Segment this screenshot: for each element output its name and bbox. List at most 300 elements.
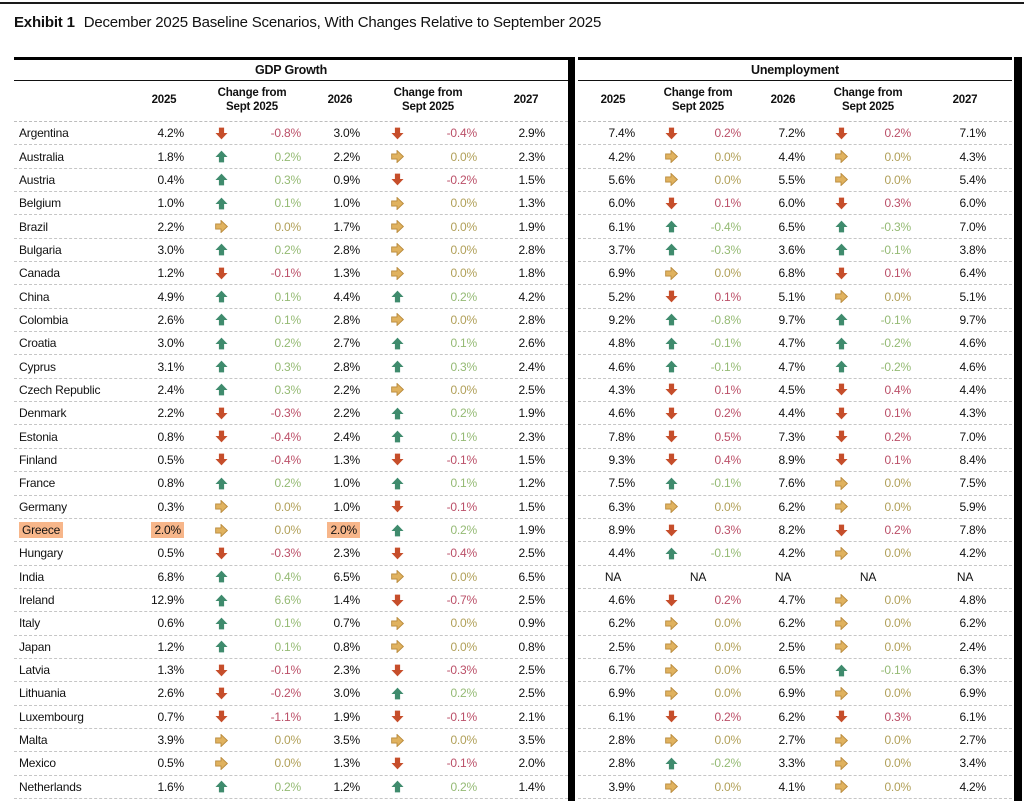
change-cell bbox=[372, 313, 484, 327]
change-cell bbox=[196, 453, 308, 467]
table-row bbox=[578, 472, 1012, 495]
change-value: 0.1% bbox=[274, 196, 301, 211]
down-arrow-icon bbox=[372, 664, 424, 677]
up-arrow-icon bbox=[818, 337, 864, 350]
country-label: Colombia bbox=[19, 312, 69, 327]
value-cell: 2.5% bbox=[518, 593, 545, 608]
change-value: -0.1% bbox=[710, 336, 741, 351]
value-cell: 2.8% bbox=[608, 756, 635, 771]
col-header-change: Change from Sept 2025 bbox=[833, 87, 903, 113]
value-cell: 4.5% bbox=[778, 382, 805, 397]
value-cell: 1.4% bbox=[333, 593, 360, 608]
col-header-2025: 2025 bbox=[151, 94, 177, 107]
change-cell bbox=[648, 383, 748, 397]
change-value: -0.1% bbox=[446, 709, 477, 724]
right-arrow-icon bbox=[372, 640, 424, 653]
right-arrow-icon bbox=[818, 500, 864, 513]
value-cell: 3.0% bbox=[157, 242, 184, 257]
value-cell: 2.4% bbox=[333, 429, 360, 444]
value-cell: 4.2% bbox=[778, 546, 805, 561]
table-row bbox=[578, 122, 1012, 145]
value-cell: 3.1% bbox=[157, 359, 184, 374]
value-cell: NA bbox=[774, 569, 792, 584]
page-title bbox=[14, 14, 601, 31]
country-label: Finland bbox=[19, 452, 57, 467]
change-cell bbox=[196, 733, 308, 747]
country-label: Austria bbox=[19, 172, 55, 187]
value-cell: 6.3% bbox=[608, 499, 635, 514]
value-cell: 1.5% bbox=[518, 452, 545, 467]
up-arrow-icon bbox=[372, 430, 424, 443]
value-cell: 0.3% bbox=[157, 499, 184, 514]
value-cell: 2.8% bbox=[333, 242, 360, 257]
table-row bbox=[14, 706, 568, 729]
value-cell: 5.9% bbox=[959, 499, 986, 514]
change-cell bbox=[372, 593, 484, 607]
right-arrow-icon bbox=[372, 734, 424, 747]
table-row bbox=[14, 589, 568, 612]
value-cell: 1.3% bbox=[518, 196, 545, 211]
change-value: -0.3% bbox=[270, 546, 301, 561]
change-value: 0.0% bbox=[884, 476, 911, 491]
change-value: 0.0% bbox=[884, 149, 911, 164]
country-label: Czech Republic bbox=[19, 382, 101, 397]
change-value: 0.0% bbox=[884, 172, 911, 187]
value-cell: 4.3% bbox=[959, 149, 986, 164]
change-value: -0.4% bbox=[270, 452, 301, 467]
change-cell bbox=[818, 453, 918, 467]
down-arrow-icon bbox=[372, 173, 424, 186]
down-arrow-icon bbox=[196, 710, 248, 723]
change-value: 0.2% bbox=[274, 336, 301, 351]
value-cell: 0.4% bbox=[157, 172, 184, 187]
col-header-change: Change from Sept 2025 bbox=[663, 87, 733, 113]
change-value: -0.4% bbox=[446, 546, 477, 561]
top-rule bbox=[0, 2, 1024, 4]
change-cell bbox=[196, 196, 308, 210]
change-value: 0.3% bbox=[274, 172, 301, 187]
right-arrow-icon bbox=[648, 687, 694, 700]
change-cell bbox=[818, 756, 918, 770]
up-arrow-icon bbox=[196, 337, 248, 350]
right-arrow-icon bbox=[196, 220, 248, 233]
change-cell bbox=[196, 220, 308, 234]
change-value: 0.3% bbox=[450, 359, 477, 374]
down-arrow-icon bbox=[372, 594, 424, 607]
change-cell bbox=[648, 546, 748, 560]
value-cell: 2.3% bbox=[333, 546, 360, 561]
col-header-2025: 2025 bbox=[600, 94, 626, 107]
change-value: 0.2% bbox=[274, 242, 301, 257]
value-cell: 2.5% bbox=[778, 639, 805, 654]
change-cell bbox=[372, 523, 484, 537]
right-arrow-icon bbox=[196, 524, 248, 537]
down-arrow-icon bbox=[372, 547, 424, 560]
change-cell bbox=[372, 686, 484, 700]
change-cell bbox=[648, 710, 748, 724]
change-cell bbox=[648, 266, 748, 280]
table-row bbox=[578, 332, 1012, 355]
change-cell bbox=[196, 686, 308, 700]
change-cell bbox=[818, 313, 918, 327]
change-cell bbox=[818, 360, 918, 374]
change-value: 0.0% bbox=[884, 593, 911, 608]
value-cell: 4.7% bbox=[778, 593, 805, 608]
down-arrow-icon bbox=[196, 664, 248, 677]
change-value: 0.0% bbox=[450, 312, 477, 327]
change-cell bbox=[818, 126, 918, 140]
change-cell bbox=[372, 663, 484, 677]
change-value: 0.0% bbox=[714, 733, 741, 748]
change-cell bbox=[648, 220, 748, 234]
value-cell: 6.7% bbox=[608, 663, 635, 678]
highlight-mark: 2.0% bbox=[151, 522, 184, 538]
value-cell: 2.4% bbox=[157, 382, 184, 397]
change-cell bbox=[648, 126, 748, 140]
table-row bbox=[578, 519, 1012, 542]
change-cell bbox=[818, 523, 918, 537]
change-value: 0.0% bbox=[714, 499, 741, 514]
change-cell bbox=[648, 686, 748, 700]
col-header-change: Change from Sept 2025 bbox=[217, 87, 287, 113]
value-cell: 2.5% bbox=[518, 663, 545, 678]
change-cell bbox=[372, 780, 484, 794]
change-value: 0.0% bbox=[714, 686, 741, 701]
down-arrow-icon bbox=[196, 453, 248, 466]
value-cell: 2.6% bbox=[518, 336, 545, 351]
value-cell: 2.8% bbox=[518, 312, 545, 327]
section-divider-bar bbox=[568, 57, 575, 801]
down-arrow-icon bbox=[648, 407, 694, 420]
change-cell: NA bbox=[859, 569, 877, 584]
change-value: -0.7% bbox=[446, 593, 477, 608]
up-arrow-icon bbox=[648, 547, 694, 560]
change-cell bbox=[196, 126, 308, 140]
right-arrow-icon bbox=[648, 150, 694, 163]
right-arrow-icon bbox=[372, 220, 424, 233]
value-cell: 4.9% bbox=[157, 289, 184, 304]
value-cell: 3.5% bbox=[518, 733, 545, 748]
table-row bbox=[14, 379, 568, 402]
change-cell bbox=[818, 266, 918, 280]
table-row bbox=[14, 612, 568, 635]
change-cell bbox=[648, 173, 748, 187]
col-header-2027: 2027 bbox=[513, 94, 539, 107]
up-arrow-icon bbox=[818, 243, 864, 256]
up-arrow-icon bbox=[196, 594, 248, 607]
change-value: -1.1% bbox=[270, 709, 301, 724]
change-value: 0.2% bbox=[714, 126, 741, 141]
change-cell bbox=[648, 453, 748, 467]
change-value: -0.2% bbox=[710, 756, 741, 771]
value-cell: 1.7% bbox=[333, 219, 360, 234]
change-value: 0.1% bbox=[450, 476, 477, 491]
value-cell: 1.2% bbox=[333, 779, 360, 794]
value-cell: 1.3% bbox=[333, 756, 360, 771]
up-arrow-icon bbox=[372, 337, 424, 350]
value-cell: 4.3% bbox=[959, 406, 986, 421]
change-value: 0.0% bbox=[884, 546, 911, 561]
value-cell: 4.4% bbox=[959, 382, 986, 397]
value-cell: 1.5% bbox=[518, 499, 545, 514]
value-cell: 4.4% bbox=[778, 149, 805, 164]
right-arrow-icon bbox=[648, 173, 694, 186]
up-arrow-icon bbox=[196, 173, 248, 186]
up-arrow-icon bbox=[196, 477, 248, 490]
value-cell: 6.9% bbox=[608, 266, 635, 281]
value-cell: 7.8% bbox=[608, 429, 635, 444]
up-arrow-icon bbox=[648, 243, 694, 256]
unemployment-section-title: Unemployment bbox=[751, 63, 839, 77]
change-cell bbox=[372, 756, 484, 770]
down-arrow-icon bbox=[818, 710, 864, 723]
change-value: -0.4% bbox=[710, 219, 741, 234]
change-cell bbox=[818, 710, 918, 724]
table-row bbox=[14, 659, 568, 682]
table-row bbox=[14, 262, 568, 285]
value-cell: 1.8% bbox=[518, 266, 545, 281]
change-value: -0.1% bbox=[880, 663, 911, 678]
right-arrow-icon bbox=[818, 780, 864, 793]
change-cell bbox=[372, 640, 484, 654]
down-arrow-icon bbox=[648, 127, 694, 140]
value-cell: 7.1% bbox=[959, 126, 986, 141]
change-value: 0.4% bbox=[714, 452, 741, 467]
change-cell bbox=[196, 173, 308, 187]
change-value: -0.2% bbox=[880, 359, 911, 374]
value-cell: 1.9% bbox=[518, 406, 545, 421]
up-arrow-icon bbox=[648, 757, 694, 770]
table-row bbox=[14, 542, 568, 565]
change-cell bbox=[648, 336, 748, 350]
value-cell: 1.9% bbox=[333, 709, 360, 724]
value-cell: 4.6% bbox=[608, 359, 635, 374]
change-cell bbox=[372, 150, 484, 164]
change-cell bbox=[196, 360, 308, 374]
change-cell bbox=[196, 640, 308, 654]
down-arrow-icon bbox=[648, 594, 694, 607]
down-arrow-icon bbox=[818, 453, 864, 466]
right-arrow-icon bbox=[372, 150, 424, 163]
value-cell: 6.3% bbox=[959, 663, 986, 678]
change-value: 0.3% bbox=[714, 523, 741, 538]
right-arrow-icon bbox=[648, 640, 694, 653]
change-cell bbox=[196, 546, 308, 560]
change-cell bbox=[196, 430, 308, 444]
table-row bbox=[578, 309, 1012, 332]
highlight-mark: Greece bbox=[19, 522, 63, 538]
change-value: 0.0% bbox=[450, 149, 477, 164]
value-cell: 4.4% bbox=[333, 289, 360, 304]
change-value: 0.1% bbox=[274, 616, 301, 631]
change-value: 0.1% bbox=[714, 382, 741, 397]
country-label: Belgium bbox=[19, 196, 61, 211]
change-value: 0.0% bbox=[450, 569, 477, 584]
up-arrow-icon bbox=[372, 687, 424, 700]
right-arrow-icon bbox=[196, 734, 248, 747]
value-cell: 5.6% bbox=[608, 172, 635, 187]
change-value: 0.0% bbox=[884, 733, 911, 748]
change-value: 0.0% bbox=[884, 289, 911, 304]
value-cell: 2.2% bbox=[333, 382, 360, 397]
change-cell bbox=[818, 616, 918, 630]
value-cell: 3.4% bbox=[959, 756, 986, 771]
change-cell bbox=[818, 150, 918, 164]
country-label: Brazil bbox=[19, 219, 48, 234]
table-row bbox=[14, 122, 568, 145]
change-value: 0.2% bbox=[450, 289, 477, 304]
col-header-change: Change from Sept 2025 bbox=[393, 87, 463, 113]
table-row bbox=[14, 285, 568, 308]
change-value: -0.4% bbox=[446, 126, 477, 141]
change-value: 0.0% bbox=[714, 149, 741, 164]
table-row bbox=[578, 449, 1012, 472]
value-cell: 7.2% bbox=[778, 126, 805, 141]
right-arrow-icon bbox=[372, 243, 424, 256]
value-cell: 4.7% bbox=[778, 359, 805, 374]
value-cell: 9.2% bbox=[608, 312, 635, 327]
value-cell: 5.1% bbox=[778, 289, 805, 304]
value-cell: 5.5% bbox=[778, 172, 805, 187]
value-cell: 6.2% bbox=[778, 499, 805, 514]
change-value: 0.2% bbox=[884, 126, 911, 141]
table-row bbox=[14, 192, 568, 215]
right-arrow-icon bbox=[648, 617, 694, 630]
change-cell bbox=[818, 546, 918, 560]
country-label: Denmark bbox=[19, 406, 67, 421]
value-cell: 4.2% bbox=[518, 289, 545, 304]
value-cell: NA bbox=[956, 569, 974, 584]
change-value: 0.2% bbox=[714, 593, 741, 608]
table-row bbox=[578, 355, 1012, 378]
up-arrow-icon bbox=[648, 313, 694, 326]
change-cell bbox=[818, 336, 918, 350]
down-arrow-icon bbox=[196, 687, 248, 700]
up-arrow-icon bbox=[196, 313, 248, 326]
value-cell: 7.8% bbox=[959, 523, 986, 538]
change-value: 0.0% bbox=[884, 616, 911, 631]
change-cell bbox=[648, 360, 748, 374]
change-cell bbox=[818, 500, 918, 514]
value-cell: 4.6% bbox=[959, 359, 986, 374]
right-arrow-icon bbox=[818, 734, 864, 747]
up-arrow-icon bbox=[196, 383, 248, 396]
value-cell: 2.8% bbox=[518, 242, 545, 257]
change-value: 0.1% bbox=[714, 289, 741, 304]
gdp-rows bbox=[14, 122, 568, 801]
right-arrow-icon bbox=[372, 313, 424, 326]
value-cell: 4.7% bbox=[778, 336, 805, 351]
change-cell bbox=[648, 616, 748, 630]
country-label: India bbox=[19, 569, 45, 584]
table-row bbox=[578, 239, 1012, 262]
value-cell: 2.7% bbox=[333, 336, 360, 351]
unemployment-rows bbox=[578, 122, 1012, 801]
change-cell bbox=[648, 733, 748, 747]
change-cell bbox=[648, 500, 748, 514]
change-cell bbox=[196, 570, 308, 584]
right-arrow-icon bbox=[648, 664, 694, 677]
value-cell: 3.3% bbox=[778, 756, 805, 771]
change-value: 0.2% bbox=[450, 523, 477, 538]
right-arrow-icon bbox=[818, 757, 864, 770]
up-arrow-icon bbox=[196, 570, 248, 583]
change-value: 0.1% bbox=[450, 429, 477, 444]
value-cell: 2.8% bbox=[608, 733, 635, 748]
change-value: 0.2% bbox=[714, 406, 741, 421]
right-arrow-icon bbox=[196, 757, 248, 770]
down-arrow-icon bbox=[372, 127, 424, 140]
change-cell bbox=[372, 430, 484, 444]
value-cell: 6.9% bbox=[778, 686, 805, 701]
country-label: Estonia bbox=[19, 429, 58, 444]
table-row bbox=[578, 262, 1012, 285]
value-cell: 1.6% bbox=[157, 779, 184, 794]
change-value: 0.2% bbox=[714, 709, 741, 724]
country-label: Canada bbox=[19, 266, 60, 281]
value-cell: 4.2% bbox=[959, 779, 986, 794]
table-row bbox=[14, 332, 568, 355]
change-value: 0.0% bbox=[714, 616, 741, 631]
value-cell bbox=[308, 523, 372, 537]
value-cell: 4.6% bbox=[608, 406, 635, 421]
value-cell: 6.9% bbox=[608, 686, 635, 701]
change-cell bbox=[372, 173, 484, 187]
down-arrow-icon bbox=[648, 197, 694, 210]
change-cell bbox=[648, 243, 748, 257]
change-cell bbox=[372, 406, 484, 420]
change-cell bbox=[196, 663, 308, 677]
change-value: 0.2% bbox=[274, 779, 301, 794]
up-arrow-icon bbox=[196, 360, 248, 373]
change-value: -0.1% bbox=[270, 266, 301, 281]
up-arrow-icon bbox=[196, 150, 248, 163]
value-cell: 2.8% bbox=[333, 359, 360, 374]
change-cell bbox=[818, 406, 918, 420]
change-cell bbox=[818, 220, 918, 234]
change-cell bbox=[196, 383, 308, 397]
change-value: -0.3% bbox=[710, 242, 741, 257]
change-cell bbox=[648, 663, 748, 677]
change-value: -0.1% bbox=[446, 452, 477, 467]
value-cell: 0.9% bbox=[518, 616, 545, 631]
change-value: -0.1% bbox=[446, 756, 477, 771]
change-cell bbox=[818, 243, 918, 257]
value-cell: 9.3% bbox=[608, 452, 635, 467]
down-arrow-icon bbox=[372, 757, 424, 770]
right-arrow-icon bbox=[372, 267, 424, 280]
value-cell: 1.0% bbox=[333, 499, 360, 514]
value-cell: 7.5% bbox=[608, 476, 635, 491]
change-cell bbox=[818, 430, 918, 444]
change-cell bbox=[648, 476, 748, 490]
country-label bbox=[14, 523, 132, 537]
value-cell: 4.4% bbox=[608, 546, 635, 561]
up-arrow-icon bbox=[372, 407, 424, 420]
right-arrow-icon bbox=[648, 500, 694, 513]
change-value: -0.1% bbox=[880, 242, 911, 257]
table-row bbox=[14, 472, 568, 495]
right-arrow-icon bbox=[648, 267, 694, 280]
change-value: 6.6% bbox=[274, 593, 301, 608]
unemployment-column-headers bbox=[578, 81, 1012, 122]
down-arrow-icon bbox=[196, 407, 248, 420]
value-cell: 3.0% bbox=[333, 686, 360, 701]
value-cell: 4.6% bbox=[959, 336, 986, 351]
table-row bbox=[14, 496, 568, 519]
country-label: Croatia bbox=[19, 336, 57, 351]
change-value: 0.2% bbox=[274, 149, 301, 164]
